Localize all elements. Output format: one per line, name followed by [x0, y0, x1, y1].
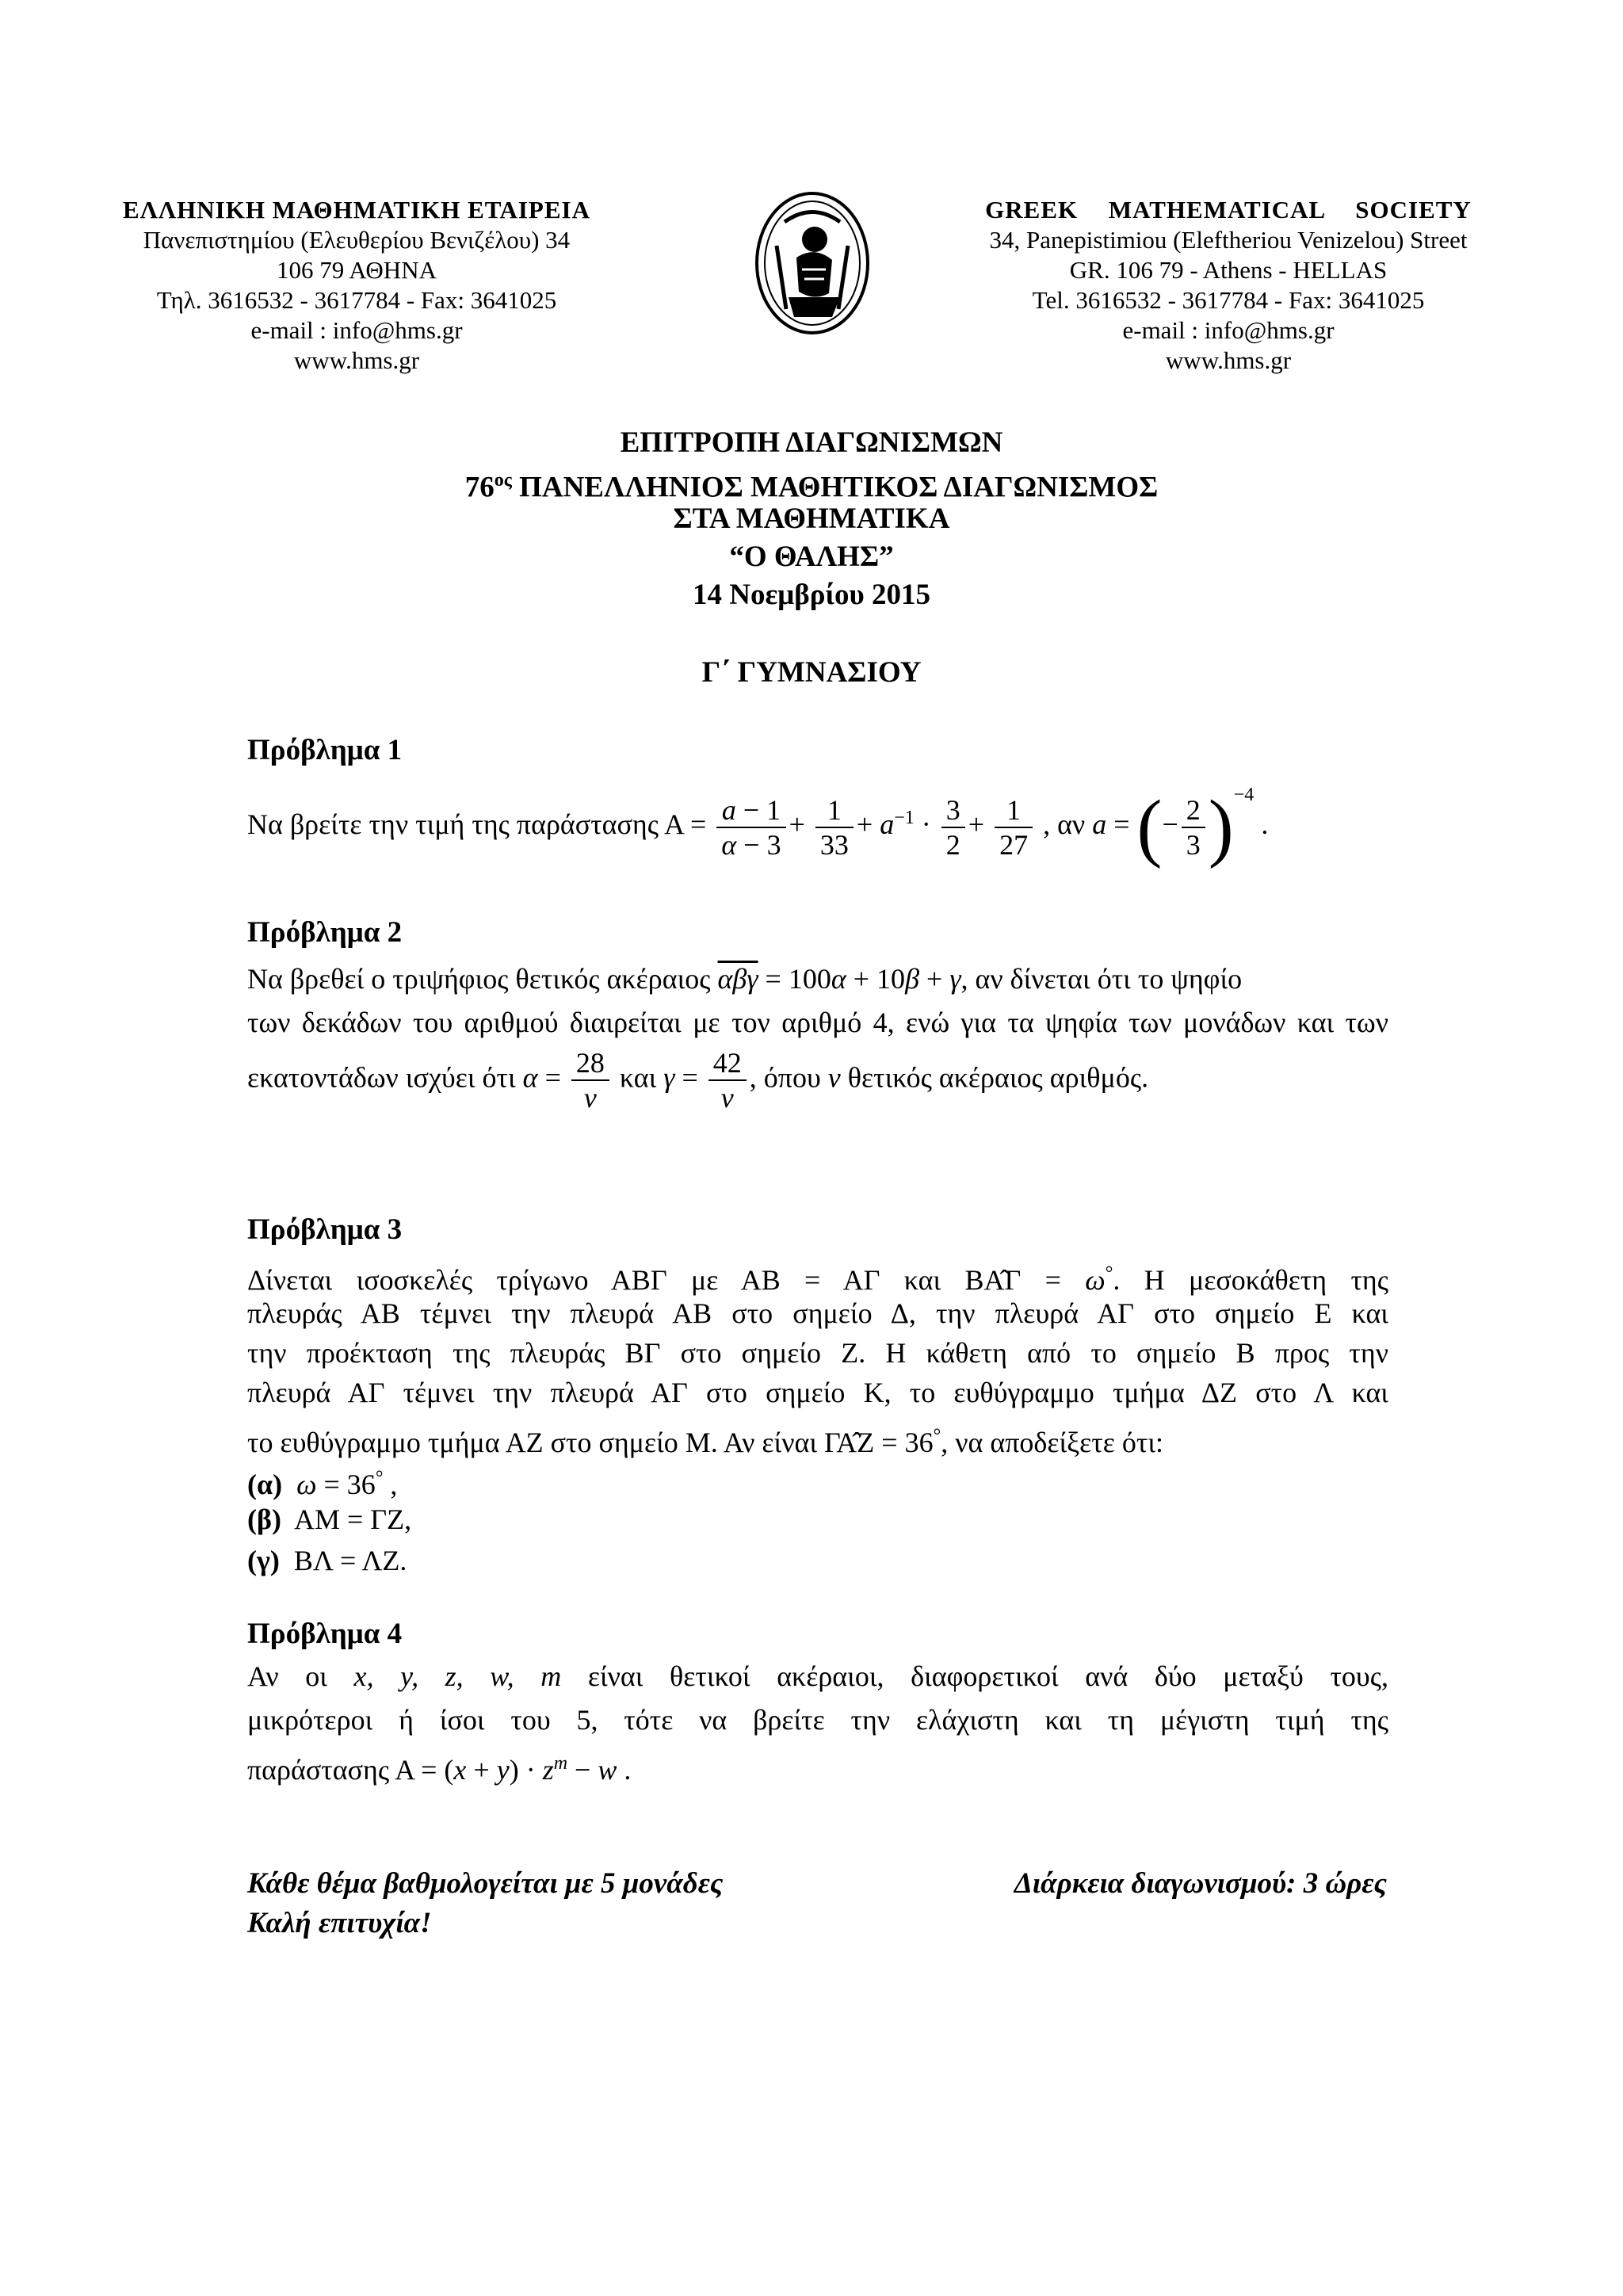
problem-4-line-3	[247, 1744, 631, 1790]
problem-4-line-1	[247, 1656, 1388, 1696]
contest-date: 14 Νοεμβρίου 2015	[693, 579, 930, 611]
problem-3-part-a	[247, 1458, 397, 1504]
problem-2-line-1-text: Να βρεθεί ο τριψήφιος θετικός ακέραιος	[247, 963, 711, 995]
problem-3-part-c	[247, 1541, 407, 1580]
problem-2-number-expr: $\overline{\alpha\beta\gamma} = 100\alpha + 10\beta + \gamma$	[717, 963, 961, 995]
header-right	[927, 195, 1529, 376]
problem-2-line-3-text: εκατοντάδων ισχύει ότι	[247, 1061, 516, 1094]
problem-2-and: και	[619, 1061, 657, 1094]
contest-name: ΠΑΝΕΛΛΗΝΙΟΣ ΜΑΘΗΤΙΚΟΣ ΔΙΑΓΩΝΙΣΜΟΣ	[519, 471, 1159, 504]
address-greek: Πανεπιστημίου (Ελευθερίου Βενιζέλου) 34	[143, 226, 571, 254]
problem-3-line-2: πλευράς ΑΒ τέμνει την πλευρά ΑΒ στο σημείο Δ, την πλευρά ΑΓ στο σημείο Ε και	[247, 1297, 1388, 1329]
problem-3-angle: ΒΑ̂Γ = ω°	[964, 1263, 1113, 1296]
problem-3-part-c-text: ΒΛ = ΛΖ.	[293, 1545, 407, 1576]
problem-3-line-1-tail: . Η μεσοκάθετη της	[1113, 1264, 1389, 1296]
problem-2-line-1	[247, 959, 1388, 999]
problem-2-line-3-tail: θετικός ακέραιος αριθμός.	[847, 1061, 1149, 1094]
problem-3-part-a-formula: ω = 36° ,	[296, 1468, 398, 1500]
problem-3-line-5	[247, 1416, 1388, 1462]
problem-1-statement	[247, 775, 1388, 869]
subject-title: ΣΤΑ ΜΑΘΗΜΑΤΙΚΑ	[673, 502, 950, 535]
problem-2-line-3: εκατοντάδων ισχύει ότι α = $\frac{28}{\nu}$ και γ = $\frac{42}{\nu}$ , όπου ν θετικός ακέραιος αριθμός.	[247, 1047, 1149, 1114]
problem-2-where: , όπου	[749, 1061, 821, 1094]
good-luck-note: Καλή επιτυχία!	[247, 1907, 432, 1939]
committee-title: ΕΠΙΤΡΟΠΗ ΔΙΑΓΩΝΙΣΜΩΝ	[620, 426, 1003, 459]
address-english: 34, Panepistimiou (Eleftheriou Venizelou) Street	[989, 226, 1468, 254]
problem-4-line-1-text: Αν οι	[247, 1660, 327, 1692]
org-name-english: GREEK MATHEMATICAL SOCIETY	[985, 196, 1472, 223]
problem-3-line-1-text: Δίνεται ισοσκελές τρίγωνο ΑΒΓ με ΑΒ = ΑΓ και	[247, 1264, 941, 1296]
problem-1-text: Να βρείτε την τιμή της παράστασης	[247, 808, 659, 840]
problem-1-condition: , αν	[1043, 808, 1086, 840]
phone-english: Tel. 3616532 - 3617784 - Fax: 3641025	[1032, 286, 1425, 314]
city-english: GR. 106 79 - Athens - HELLAS	[1069, 256, 1388, 284]
problem-3-line-5-tail: , να αποδείξετε ότι:	[941, 1427, 1164, 1458]
problem-3-line-3: την προέκταση της πλευράς ΒΓ στο σημείο Ζ. Η κάθετη από το σημείο Β προς την	[247, 1337, 1388, 1369]
problem-3-part-c-label: (γ)	[247, 1545, 280, 1576]
problem-1-a-value: a = (− $\frac{2}{3}$ )$^{-4}$ .	[1092, 784, 1269, 869]
duration-note: Διάρκεια διαγωνισμού: 3 ώρες	[1014, 1867, 1387, 1900]
problem-4-title: Πρόβλημα 4	[247, 1618, 403, 1650]
problem-3-part-a-label: (α)	[247, 1469, 283, 1500]
web-greek: www.hms.gr	[293, 346, 420, 374]
problem-3-part-b	[247, 1499, 411, 1539]
problem-1-title: Πρόβλημα 1	[247, 734, 403, 766]
problem-2-line-1-tail: , αν δίνεται ότι το ψηφίο	[960, 963, 1243, 995]
problem-3-angle-gaz: ΓΑ̂Ζ = 36°	[824, 1426, 941, 1458]
problem-3-part-b-label: (β)	[247, 1503, 281, 1535]
problem-4-line-3-text: παράστασης	[247, 1754, 390, 1786]
problem-3-title: Πρόβλημα 3	[247, 1213, 403, 1246]
problem-4-line-2: μικρότεροι ή ίσοι του 5, τότε να βρείτε την ελάχιστη και τη μέγιστη τιμή της	[247, 1704, 1388, 1736]
contest-ordinal: ος	[494, 470, 512, 491]
city-greek: 106 79 ΑΘΗΝΑ	[277, 256, 437, 284]
problem-3-part-b-text: ΑΜ = ΓΖ,	[293, 1503, 412, 1535]
contest-number: 76	[464, 471, 495, 504]
thales-title: “Ο ΘΑΛΗΣ”	[729, 541, 894, 573]
problem-4-variables: x, y, z, w, m	[353, 1660, 562, 1692]
grading-note: Κάθε θέμα βαθμολογείται με 5 μονάδες	[247, 1867, 724, 1900]
problem-2-line-2: των δεκάδων του αριθμού διαιρείται με τον αριθμό 4, ενώ για τα ψηφία των μονάδων και των	[247, 1007, 1388, 1038]
problem-4-expression: $A = (x + y) \cdot z^m - w$ .	[395, 1753, 632, 1786]
header-left	[79, 195, 634, 376]
web-english: www.hms.gr	[1165, 346, 1292, 374]
org-name-greek: ΕΛΛΗΝΙΚΗ ΜΑΘΗΜΑΤΙΚΗ ΕΤΑΙΡΕΙΑ	[123, 196, 590, 223]
problem-1-expression: Α = $\frac{a - 1}{\alpha - 3}$ + $\frac{1}{33}$ + $a^{-1}$ · $\frac{3}{2}$ + $\frac{1}{27}$	[664, 808, 1043, 840]
problem-3-line-5-text: το ευθύγραμμο τμήμα ΑΖ στο σημείο Μ. Αν είναι	[247, 1427, 818, 1458]
phone-greek: Τηλ. 3616532 - 3617784 - Fax: 3641025	[156, 286, 557, 314]
problem-2-title: Πρόβλημα 2	[247, 916, 403, 949]
grade-title: Γ΄ ΓΥΜΝΑΣΙΟΥ	[701, 656, 922, 689]
problem-4-line-1-tail: είναι θετικοί ακέραιοι, διαφορετικοί ανά δύο μεταξύ τους,	[587, 1660, 1389, 1692]
email-greek: e-mail : info@hms.gr	[250, 316, 463, 344]
society-seal-logo	[753, 190, 872, 337]
email-english: e-mail : info@hms.gr	[1122, 316, 1335, 344]
problem-3-line-4: πλευρά ΑΓ τέμνει την πλευρά ΑΓ στο σημείο Κ, το ευθύγραμμο τμήμα ΔΖ στο Λ και	[247, 1377, 1388, 1408]
